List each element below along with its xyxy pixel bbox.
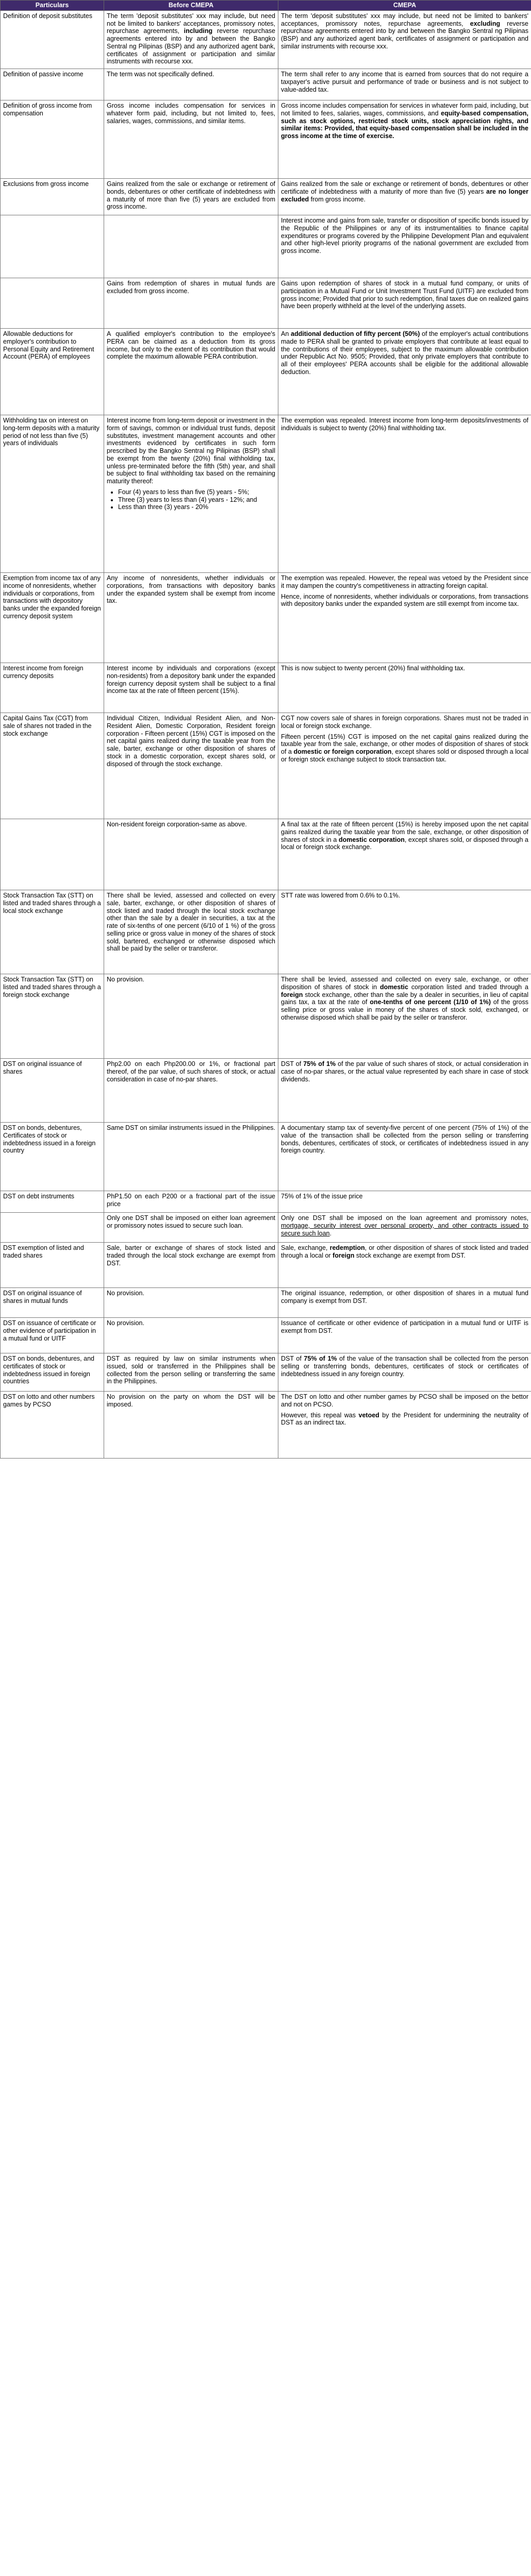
- before-cmepa-text: Same DST on similar instruments issued in the Philippines.: [107, 1124, 275, 1131]
- table-row: [1, 1392, 531, 1459]
- before-cmepa-cell: [104, 1392, 278, 1459]
- cmepa-cell: [278, 1392, 531, 1459]
- table-row: [1, 1123, 531, 1191]
- before-cmepa-cell: [104, 1059, 278, 1123]
- before-cmepa-cell: [104, 890, 278, 974]
- cmepa-cell: [278, 1318, 531, 1353]
- before-cmepa-text: The term 'deposit substitutes' xxx may include, but need not be limited to bankers' acceptances, promissory notes, repurchase agreements, including reverse repurchase agreements entered into by and between the Bangko Sentral ng Pilipinas (BSP) and any authorized agent bank, certificates of assignment or participation and similar instruments with recourse xxx.: [107, 12, 275, 65]
- before-cmepa-text: A qualified employer's contribution to the employee's PERA can be claimed as a deduction from its gross income, but only to the extent of its contribution that would complete the maximum allowable PERA contribution.: [107, 330, 275, 361]
- cmepa-text: The exemption was repealed. Interest income from long-term deposits/investments of individuals is subject to twenty (20%) final withholding tax.: [281, 417, 528, 432]
- list-item: • Three (3) years to less than (4) years - 12%; and: [118, 496, 275, 504]
- before-cmepa-cell: [104, 415, 278, 573]
- before-cmepa-text: Sale, barter or exchange of shares of stock listed and traded through the local stock exchange are exempt from DST.: [107, 1244, 275, 1267]
- table-row: [1, 415, 531, 573]
- cmepa-cell: [278, 10, 531, 69]
- before-cmepa-cell: [104, 1191, 278, 1213]
- cmepa-text: The DST on lotto and other number games by PCSO shall be imposed on the bettor and not on PCSO.: [281, 1393, 528, 1408]
- before-cmepa-text: Any income of nonresidents, whether individuals or corporations, from transactions with depository banks under the expanded system shall be exempt from income tax.: [107, 574, 275, 605]
- cmepa-cell: [278, 1243, 531, 1288]
- before-cmepa-cell: [104, 100, 278, 179]
- cmepa-text: DST of 75% of 1% of the value of the transaction shall be collected from the person selling or transferring bonds, debentures, certificates of stock or certificates of indebtedness issued in any foreign country.: [281, 1355, 528, 1378]
- table-row: [1, 1243, 531, 1288]
- particulars-cell: DST on debt instruments: [1, 1191, 104, 1213]
- cmepa-text: Only one DST shall be imposed on the loan agreement and promissory notes, mortgage, security interest over personal property, and other contracts issued to secure such loan.: [281, 1214, 528, 1237]
- cmepa-text: Gross income includes compensation for services in whatever form paid, including, but not limited to fees, salaries, wages, commissions, and equity-based compensation, such as stock options, restricted stock units, stock appreciation rights, and similar items: Provided, that equity-based compensation shall be included in the gross income at the time of exercise.: [281, 102, 528, 140]
- table-row: [1, 1318, 531, 1353]
- particulars-cell: DST on bonds, debentures, Certificates of stock or indebtedness issued in a foreign country: [1, 1123, 104, 1191]
- table-row: [1, 100, 531, 179]
- cmepa-cell: [278, 1353, 531, 1392]
- before-cmepa-cell: [104, 1123, 278, 1191]
- cmepa-cell: [278, 1213, 531, 1243]
- cmepa-text: Gains realized from the sale or exchange or retirement of bonds, debentures or other certificate of indebtedness with a maturity of more than five (5) years are no longer excluded from gross income.: [281, 180, 528, 203]
- before-cmepa-text: Gains realized from the sale or exchange or retirement of bonds, debentures or other certificate of indebtedness with a maturity of more than five (5) years are excluded from gross income.: [107, 180, 275, 211]
- before-cmepa-text: Interest income from long-term deposit or investment in the form of savings, common or individual trust funds, deposit substitutes, investment management accounts and other investments evidenced by certificates in such form prescribed by the Bangko Sentral ng Pilipinas (BSP) shall be exempt from the twenty (20%) final withholding tax, unless pre-terminated before the fifth (5th) year, and shall be subject to final withholding tax based on the remaining maturity thereof:: [107, 417, 275, 485]
- cmepa-text: The term shall refer to any income that is earned from sources that do not require a taxpayer's active pursuit and performance of trade or business and is not subject to value-added tax.: [281, 71, 528, 93]
- particulars-cell: [1, 819, 104, 890]
- cmepa-cell: [278, 329, 531, 415]
- table-row: [1, 10, 531, 69]
- particulars-cell: Withholding tax on interest on long-term deposits with a maturity period of not less than five (5) years of individuals: [1, 415, 104, 573]
- before-cmepa-text: There shall be levied, assessed and collected on every sale, barter, exchange, or other disposition of shares of stock listed and traded through the local stock exchange other than the sale by a dealer in securities, a tax at the rate of six-tenths of one percent (6/10 of 1 %) of the gross selling price or gross value in money of the shares of stock sold, bartered, exchanged or otherwise disposed which shall be paid by the seller or transferor.: [107, 892, 275, 953]
- particulars-cell: Stock Transaction Tax (STT) on listed and traded shares through a foreign stock exchange: [1, 974, 104, 1059]
- before-cmepa-cell: [104, 329, 278, 415]
- particulars-cell: Exclusions from gross income: [1, 179, 104, 215]
- table-row: [1, 713, 531, 819]
- cmepa-text: CGT now covers sale of shares in foreign corporations. Shares must not be traded in local or foreign stock exchange.: [281, 715, 528, 730]
- particulars-cell: DST exemption of listed and traded shares: [1, 1243, 104, 1288]
- cmepa-text: Sale, exchange, redemption, or other disposition of shares of stock listed and traded through a local or foreign stock exchange are exempt from DST.: [281, 1244, 528, 1259]
- particulars-cell: [1, 1213, 104, 1243]
- before-cmepa-cell: [104, 1353, 278, 1392]
- cmepa-text: Hence, income of nonresidents, whether individuals or corporations, from transactions with depository banks under the expanded system are still exempt from income tax.: [281, 592, 528, 608]
- particulars-cell: Definition of gross income from compensation: [1, 100, 104, 179]
- before-cmepa-cell: [104, 10, 278, 69]
- header-particulars: Particulars: [1, 1, 104, 11]
- particulars-cell: Capital Gains Tax (CGT) from sale of shares not traded in the stock exchange: [1, 713, 104, 819]
- table-row: [1, 179, 531, 215]
- list-item: • Less than three (3) years - 20%: [118, 503, 275, 511]
- table-row: [1, 69, 531, 100]
- cmepa-cell: [278, 713, 531, 819]
- particulars-cell: Definition of deposit substitutes: [1, 10, 104, 69]
- particulars-cell: [1, 278, 104, 329]
- table-row: [1, 1191, 531, 1213]
- cmepa-text: A final tax at the rate of fifteen percent (15%) is hereby imposed upon the net capital gains realized during the taxable year from the sale, exchange, or other disposition of shares of stock in a domestic corporation, except shares sold, or disposed through a local or foreign stock exchange.: [281, 821, 528, 851]
- cmepa-text: DST of 75% of 1% of the par value of such shares of stock, or actual consideration in case of no-par shares, or the actual value represented by each share in case of stock dividends.: [281, 1060, 528, 1083]
- header-row: [1, 1, 531, 11]
- cmepa-cell: [278, 974, 531, 1059]
- table-row: [1, 819, 531, 890]
- cmepa-text: 75% of 1% of the issue price: [281, 1193, 363, 1200]
- table-row: [1, 1353, 531, 1392]
- particulars-cell: Interest income from foreign currency deposits: [1, 663, 104, 713]
- cmepa-text: The term 'deposit substitutes' xxx may include, but need not be limited to bankers' acceptances, promissory notes, repurchase agreements, excluding reverse repurchase agreements entered into by and between the Bangko Sentral ng Pilipinas (BSP) and any authorized agent bank, certificates of assignment or participation and similar instruments with recourse xxx.: [281, 12, 528, 50]
- cmepa-cell: [278, 69, 531, 100]
- before-cmepa-cell: [104, 1288, 278, 1318]
- cmepa-cell: [278, 179, 531, 215]
- header-before-cmepa: Before CMEPA: [104, 1, 278, 11]
- cmepa-cell: [278, 1059, 531, 1123]
- cmepa-text: There shall be levied, assessed and collected on every sale, exchange, or other disposition of shares of stock in domestic corporation listed and traded through a foreign stock exchange, other than the sale by a dealer in securities, in lieu of capital gains tax, a tax at the rate of one-tenths of one percent (1/10 of 1%) of the gross selling price or gross value in money of the shares of stock sold, exchanged, or otherwise disposed which shall be paid by the seller or transferor.: [281, 976, 528, 1021]
- before-cmepa-cell: [104, 278, 278, 329]
- cmepa-text: An additional deduction of fifty percent (50%) of the employer's actual contributions made to PERA shall be granted to private employers that contribute at least equal to the contributions of their employees, subject to the maximum allowable contribution under Republic Act No. 9505; Provided, that only private employers that contribute to all of their employees' PERA accounts shall be eligible for the additional allowable deduction.: [281, 330, 528, 376]
- cmepa-text: The original issuance, redemption, or other disposition of shares in a mutual fund company is exempt from DST.: [281, 1290, 528, 1304]
- before-cmepa-text: No provision.: [107, 976, 144, 983]
- particulars-cell: Stock Transaction Tax (STT) on listed and traded shares through a local stock exchange: [1, 890, 104, 974]
- table-row: [1, 278, 531, 329]
- header-cmepa: CMEPA: [278, 1, 531, 11]
- table-row: [1, 1213, 531, 1243]
- cmepa-cell: [278, 100, 531, 179]
- before-cmepa-text: No provision on the party on whom the DST will be imposed.: [107, 1393, 275, 1408]
- particulars-cell: Definition of passive income: [1, 69, 104, 100]
- before-cmepa-cell: [104, 663, 278, 713]
- table-row: [1, 215, 531, 278]
- cmepa-cell: [278, 663, 531, 713]
- list-item: • Four (4) years to less than five (5) years - 5%;: [118, 488, 275, 496]
- table-row: [1, 663, 531, 713]
- cmepa-cell: [278, 890, 531, 974]
- before-cmepa-text: PhP1.50 on each P200 or a fractional part of the issue price: [107, 1193, 275, 1208]
- before-cmepa-text: No provision.: [107, 1290, 144, 1297]
- before-cmepa-text: Gross income includes compensation for services in whatever form paid, including, but not limited to, fees, salaries, wages, commissions, and similar items.: [107, 102, 275, 125]
- table-row: [1, 974, 531, 1059]
- before-cmepa-text: Non-resident foreign corporation-same as above.: [107, 821, 247, 828]
- particulars-cell: DST on bonds, debentures, and certificates of stock or indebtedness issued in foreign countries: [1, 1353, 104, 1392]
- cmepa-text: Interest income and gains from sale, transfer or disposition of specific bonds issued by the Republic of the Philippines or any of its instrumentalities to finance capital expenditures or programs covered by the Philippine Development Plan and equivalent and other high-level priority programs of the national government are excluded from gross income.: [281, 217, 528, 255]
- particulars-cell: [1, 215, 104, 278]
- cmepa-cell: [278, 215, 531, 278]
- cmepa-cell: [278, 819, 531, 890]
- cmepa-text: A documentary stamp tax of seventy-five percent of one percent (75% of 1%) of the value of the transaction shall be collected from the person selling or transferring bonds, debentures, certificates of stock, or certificates of indebtedness issued in any foreign country.: [281, 1124, 528, 1155]
- before-cmepa-text: Interest income by individuals and corporations (except non-residents) from a depository bank under the expanded foreign currency deposit system shall be subject to a final income tax at the rate of fifteen percent (15%).: [107, 665, 275, 695]
- before-cmepa-text: Gains from redemption of shares in mutual funds are excluded from gross income.: [107, 280, 275, 295]
- cmepa-cell: [278, 573, 531, 663]
- before-cmepa-cell: [104, 1213, 278, 1243]
- before-cmepa-list: [107, 488, 275, 511]
- before-cmepa-text: Only one DST shall be imposed on either loan agreement or promissory notes issued to secure such loan.: [107, 1214, 275, 1229]
- before-cmepa-text: The term was not specifically defined.: [107, 71, 214, 78]
- before-cmepa-cell: [104, 179, 278, 215]
- before-cmepa-cell: [104, 1243, 278, 1288]
- particulars-cell: Allowable deductions for employer's contribution to Personal Equity and Retirement Account (PERA) of employees: [1, 329, 104, 415]
- cmepa-cell: [278, 1191, 531, 1213]
- cmepa-text: The exemption was repealed. However, the repeal was vetoed by the President since it may dampen the country's competitiveness in attracting foreign capital.: [281, 574, 528, 589]
- particulars-cell: DST on issuance of certificate or other evidence of participation in a mutual fund or UITF: [1, 1318, 104, 1353]
- table-row: [1, 573, 531, 663]
- cmepa-cell: [278, 1123, 531, 1191]
- cmepa-text: STT rate was lowered from 0.6% to 0.1%.: [281, 892, 401, 899]
- before-cmepa-text: Php2.00 on each Php200.00 or 1%, or fractional part thereof, of the par value, of such shares of stock, or actual consideration in case of no-par shares.: [107, 1060, 275, 1083]
- before-cmepa-cell: [104, 974, 278, 1059]
- cmepa-text: However, this repeal was vetoed by the President for undermining the neutrality of DST as an indirect tax.: [281, 1411, 528, 1427]
- cmepa-text: Fifteen percent (15%) CGT is imposed on the net capital gains realized during the taxable year from the sale, exchange, or other modes of disposition of shares of stock of a domestic or foreign corporation, except shares sold or disposed through a local or foreign stock exchange subject to stock transaction tax.: [281, 733, 528, 763]
- cmepa-cell: [278, 415, 531, 573]
- before-cmepa-text: DST as required by law on similar instruments when issued, sold or transferred in the Philippines shall be collected from the person selling or transferring the same in the Philippines.: [107, 1355, 275, 1385]
- before-cmepa-cell: [104, 1318, 278, 1353]
- cmepa-cell: [278, 278, 531, 329]
- particulars-cell: Exemption from income tax of any income of nonresidents, whether individuals or corporations, from transactions with depository banks under the expanded foreign currency deposit system: [1, 573, 104, 663]
- before-cmepa-cell: [104, 215, 278, 278]
- particulars-cell: DST on original issuance of shares: [1, 1059, 104, 1123]
- cmepa-text: Issuance of certificate or other evidence of participation in a mutual fund or UITF is exempt from DST.: [281, 1319, 528, 1334]
- table-row: [1, 1059, 531, 1123]
- before-cmepa-cell: [104, 573, 278, 663]
- cmepa-text: Gains upon redemption of shares of stock in a mutual fund company, or units of participation in a Mutual Fund or Unit Investment Trust Fund (UITF) are excluded from gross income; Provided that prior to such redemption, final taxes due on realized gains have been properly withheld at the level of the underlying assets.: [281, 280, 528, 310]
- table-row: [1, 890, 531, 974]
- before-cmepa-text: No provision.: [107, 1319, 144, 1327]
- particulars-cell: DST on original issuance of shares in mutual funds: [1, 1288, 104, 1318]
- before-cmepa-cell: [104, 819, 278, 890]
- before-cmepa-cell: [104, 69, 278, 100]
- table-row: [1, 1288, 531, 1318]
- table-body: [1, 10, 531, 1458]
- table-row: [1, 329, 531, 415]
- cmepa-cell: [278, 1288, 531, 1318]
- particulars-cell: DST on lotto and other numbers games by PCSO: [1, 1392, 104, 1459]
- before-cmepa-text: Individual Citizen, Individual Resident Alien, and Non-Resident Alien, Domestic Corporation, Resident foreign corporation - Fifteen percent (15%) CGT is imposed on the net capital gains realized during the taxable year from the sale, barter, exchange or other disposition of shares of stock in a domestic corporation, except shares sold, or disposed of through the stock exchange.: [107, 715, 275, 768]
- before-cmepa-cell: [104, 713, 278, 819]
- cmepa-text: This is now subject to twenty percent (20%) final withholding tax.: [281, 665, 466, 672]
